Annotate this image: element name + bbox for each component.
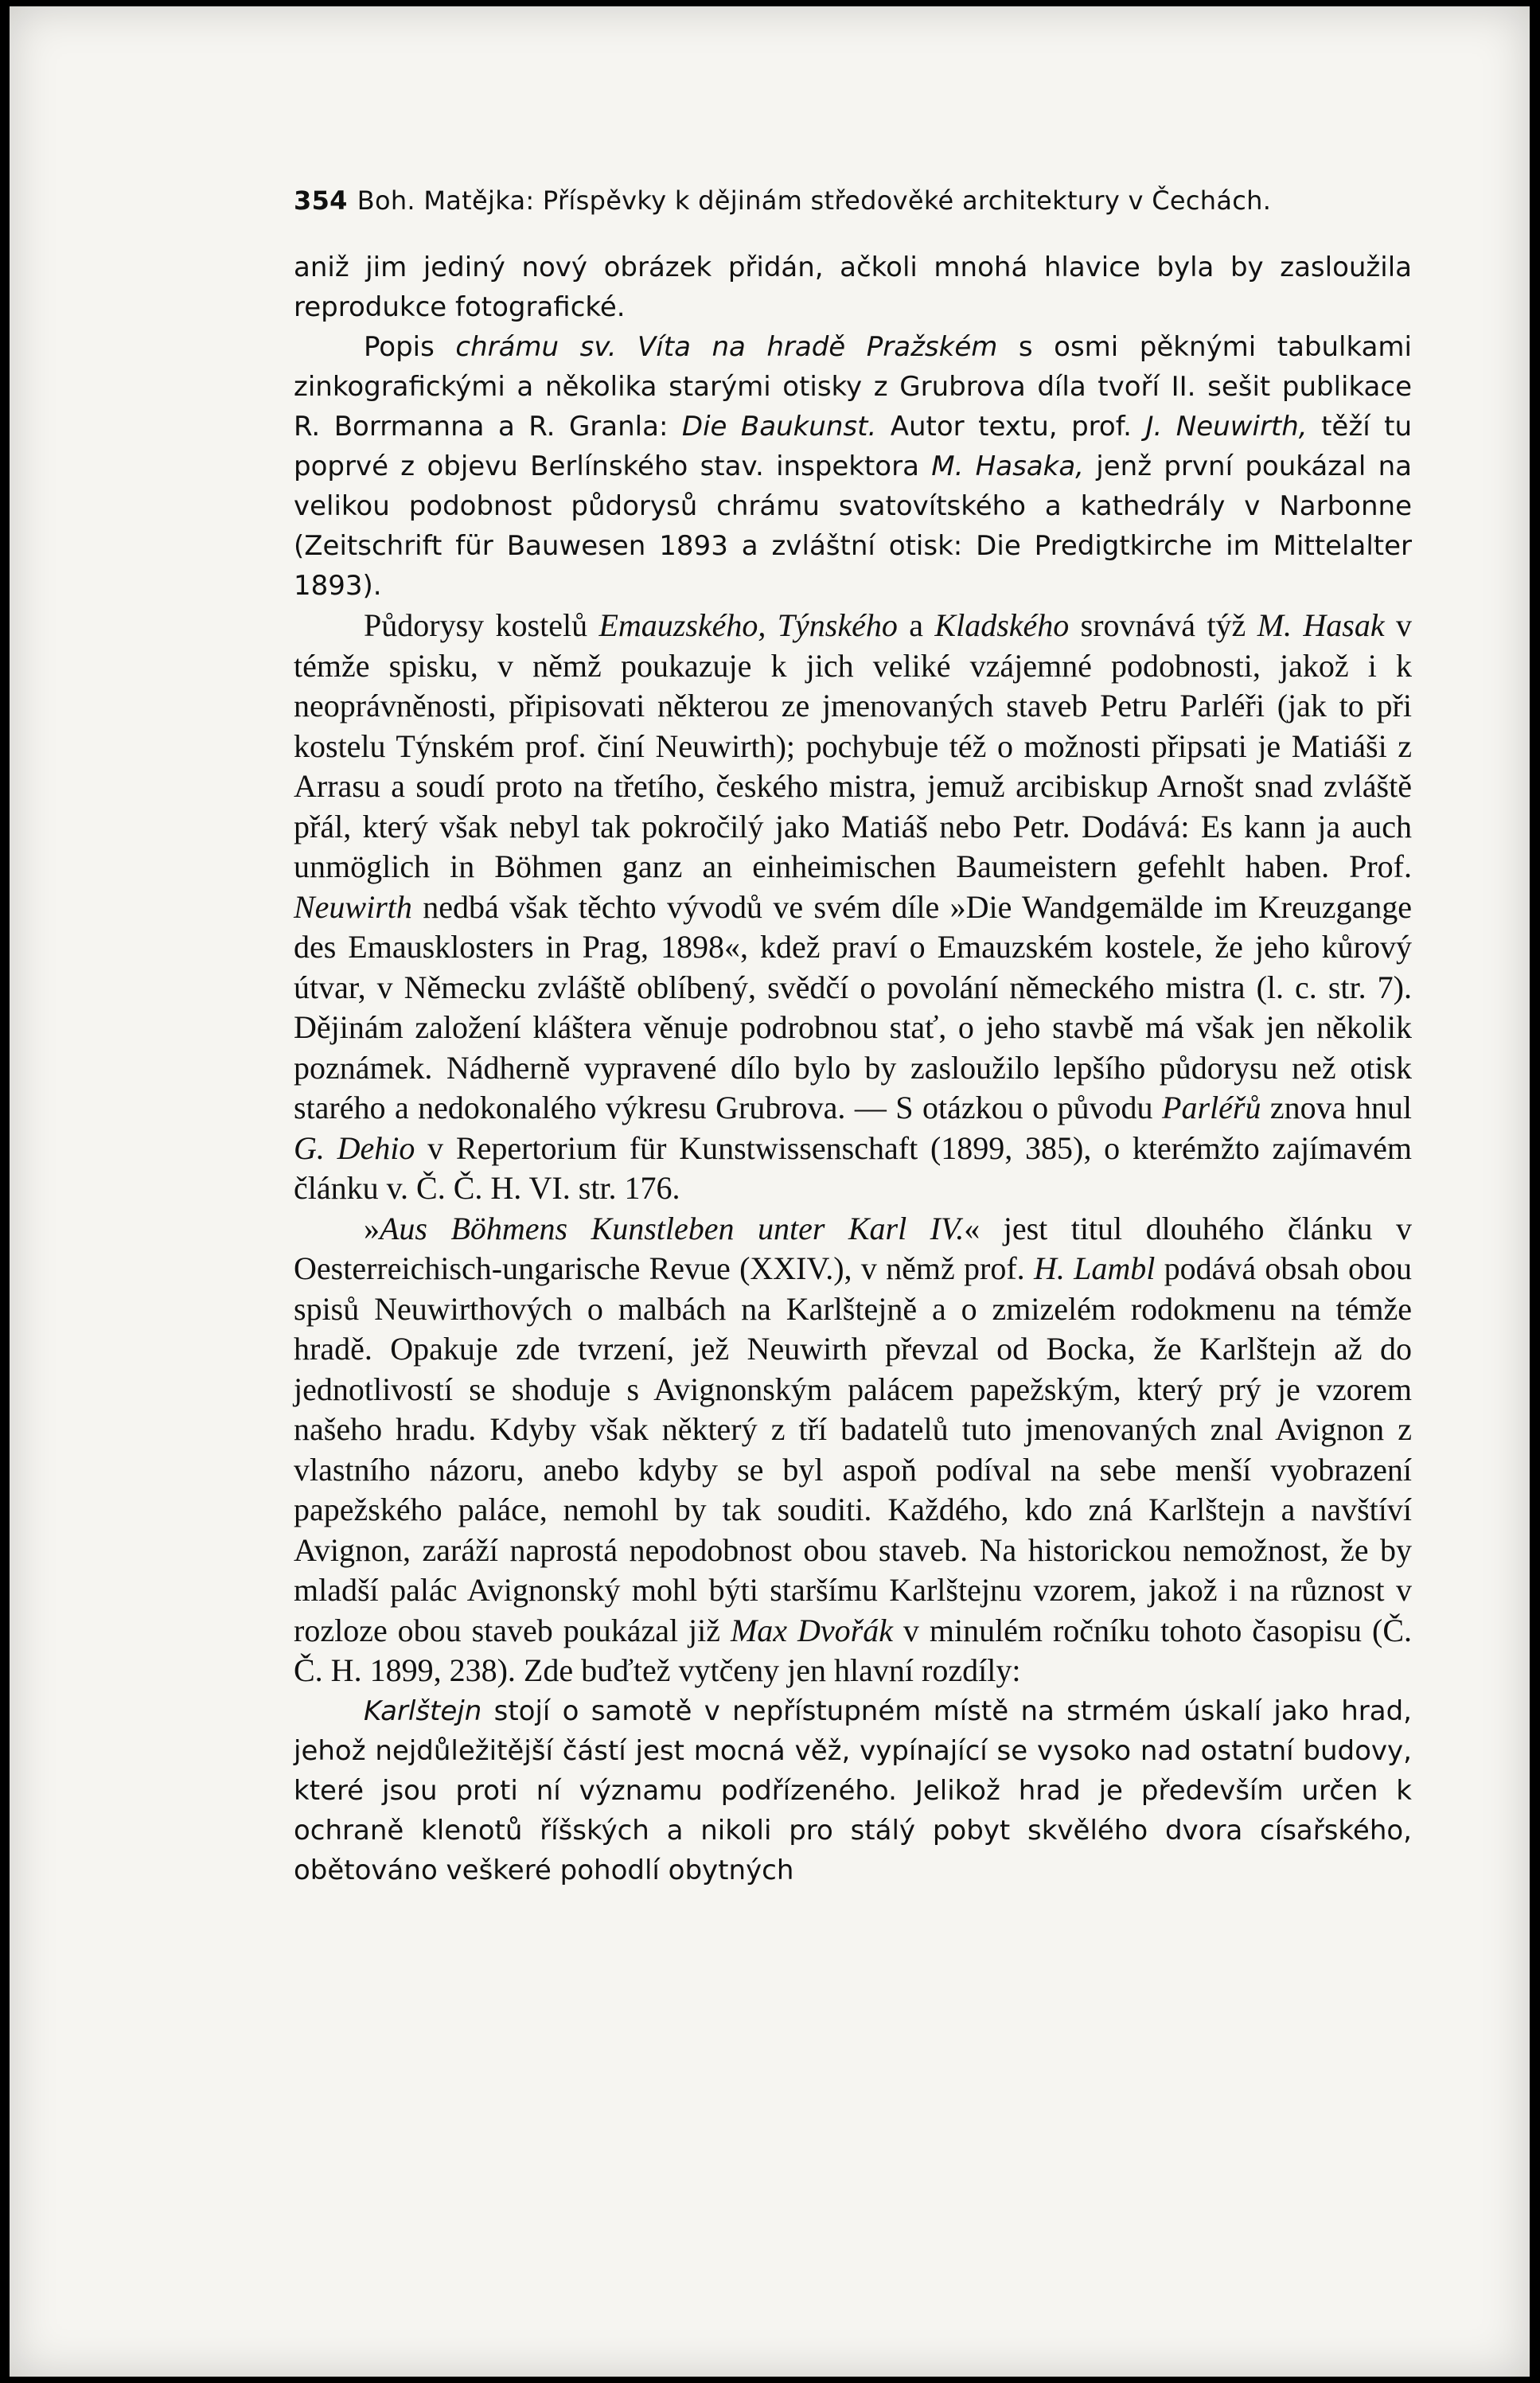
- text-run: nedbá však těchto vývodů ve svém díle »Die Wandgemälde im Kreuzgange des Emausklosters in Prag, 1898«, kdež praví o Emauzském kostele, že jeho kůrový útvar, v Německu zvláště oblíbený, svědčí o povolání německého mistra (l. c. str. 7). Dějinám založení kláštera věnuje podrobnou stať, o jeho stavbě má však jen několik poznámek. Nádherně vypravené dílo bylo by zasloužilo lepšího půdorysu než otisk starého a nedokonalého výkresu Grubrova. — S otázkou o původu: [294, 888, 1412, 1125]
- running-title: Boh. Matějka: Příspěvky k dějinám středověké architektury v Čechách.: [357, 185, 1272, 216]
- paragraph-2: [294, 327, 1412, 606]
- text-run: jenž první poukázal na velikou podobnost půdorysů chrámu svatovítského a kathedrály v Narbonne (Zeitschrift für Bauwesen 1893 a zvláštní otisk: Die Predigtkirche im Mittelalter 1893).: [294, 450, 1413, 602]
- text-run: v Repertorium für Kunstwissenschaft (1899, 385), o kterémžto zajímavém článku v. Č. Č. H. VI. str. 176.: [294, 1129, 1412, 1206]
- text-run: s osmi pěknými tabulkami zinkografickými a několika starými otisky z Grubrova díla tvoří II. sešit publikace R. Borrmanna a R. Granla:: [294, 331, 1412, 443]
- italic-run: H. Lambl: [1033, 1250, 1156, 1286]
- italic-run: J. Neuwirth,: [1145, 411, 1308, 443]
- italic-run: Parléřů: [1162, 1090, 1261, 1125]
- text-run: v minulém ročníku tohoto časopisu (Č. Č. H. 1899, 238). Zde buďtež vytčeny jen hlavní rozdíly:: [294, 1612, 1412, 1688]
- italic-run: G. Dehio: [294, 1129, 415, 1166]
- page-number: 354: [294, 185, 348, 216]
- text-run: Autor textu, prof.: [876, 411, 1146, 443]
- italic-run: Karlštejn: [364, 1695, 482, 1727]
- text-run: těží tu poprvé z objevu Berlínského stav. inspektora: [294, 411, 1413, 482]
- text-run: Popis: [364, 331, 456, 363]
- italic-run: M. Hasak: [1257, 607, 1385, 643]
- text-run: srovnává týž: [1069, 607, 1257, 643]
- text-run: a: [897, 607, 935, 643]
- scanned-page: [10, 6, 1530, 2377]
- italic-run: Kladského: [934, 607, 1070, 643]
- text-run: podává obsah obou spisů Neuwirthových o malbách na Karlštejně a o zmizelém rodokmenu na témže hradě. Opakuje zde tvrzení, jež Neuwirth převzal od Bocka, že Karlštejn až do jednotlivostí se shoduje s Avignonským palácem papežským, který prý je vzorem našeho hradu. Kdyby však některý z tří badatelů tuto jmenovaných znal Avignon z vlastního názoru, anebo kdyby se byl aspoň podíval na sebe menší vyobrazení papežského paláce, nemohl by tak souditi. Každého, kdo zná Karlštejn a navštíví Avignon, zaráží naprostá nepodobnost obou staveb. Na historickou nemožnost, že by mladší palác Avignonský mohl býti staršímu Karlštejnu vzorem, jakož i na různost v rozloze obou staveb poukázal již: [294, 1250, 1413, 1648]
- italic-run: chrámu sv. Víta na hradě Pražském: [455, 331, 998, 363]
- italic-run: Max Dvořák: [730, 1612, 893, 1648]
- text-run: znova hnul: [1261, 1090, 1412, 1125]
- paragraph-1: aniž jim jediný nový obrázek přidán, ačkoli mnohá hlavice byla by zasloužila reprodukce fotografické.: [294, 252, 1412, 323]
- text-run: stojí o samotě v nepřístupném místě na strmém úskalí jako hrad, jehož nejdůležitější částí jest mocná věž, vypínající se vysoko nad ostatní budovy, které jsou proti ní významu podřízeného. Jelikož hrad je především určen k ochraně klenotů říšských a nikoli pro stálý pobyt skvělého dvora císařského, obětováno veškeré pohodlí obytných: [294, 1695, 1412, 1886]
- paragraph-4: [294, 1209, 1412, 1691]
- page-content: [294, 185, 1412, 1890]
- italic-run: M. Hasaka,: [931, 450, 1084, 482]
- text-run: »: [364, 1210, 380, 1246]
- text-run: Půdorysy kostelů: [364, 607, 599, 643]
- text-run: v témže spisku, v němž poukazuje k jich veliké vzájemné podobnosti, jakož i k neoprávněnosti, připisovati některou ze jmenovaných staveb Petru Parléři (jak to při kostelu Týnském prof. činí Neuwirth); pochybuje též o možnosti připsati je Matiáši z Arrasu a soudí proto na třetího, českého mistra, jemuž arcibiskup Arnošt snad zvláště přál, který však nebyl tak pokročilý jako Matiáš nebo Petr. Dodává: Es kann ja auch unmöglich in Böhmen ganz an einheimischen Baumeistern gefehlt haben. Prof.: [294, 607, 1413, 884]
- paragraph-5: [294, 1691, 1412, 1890]
- italic-run: Neuwirth: [294, 888, 412, 925]
- italic-run: Die Baukunst.: [681, 411, 877, 443]
- text-run: « jest titul dlouhého článku v Oesterreichisch-ungarische Revue (XXIV.), v němž prof.: [294, 1210, 1412, 1286]
- running-head: [294, 185, 1412, 216]
- italic-run: Aus Böhmens Kunstleben unter Karl IV.: [380, 1210, 965, 1246]
- italic-run: Emauzského, Týnského: [598, 607, 898, 643]
- paragraph-3: [294, 606, 1412, 1209]
